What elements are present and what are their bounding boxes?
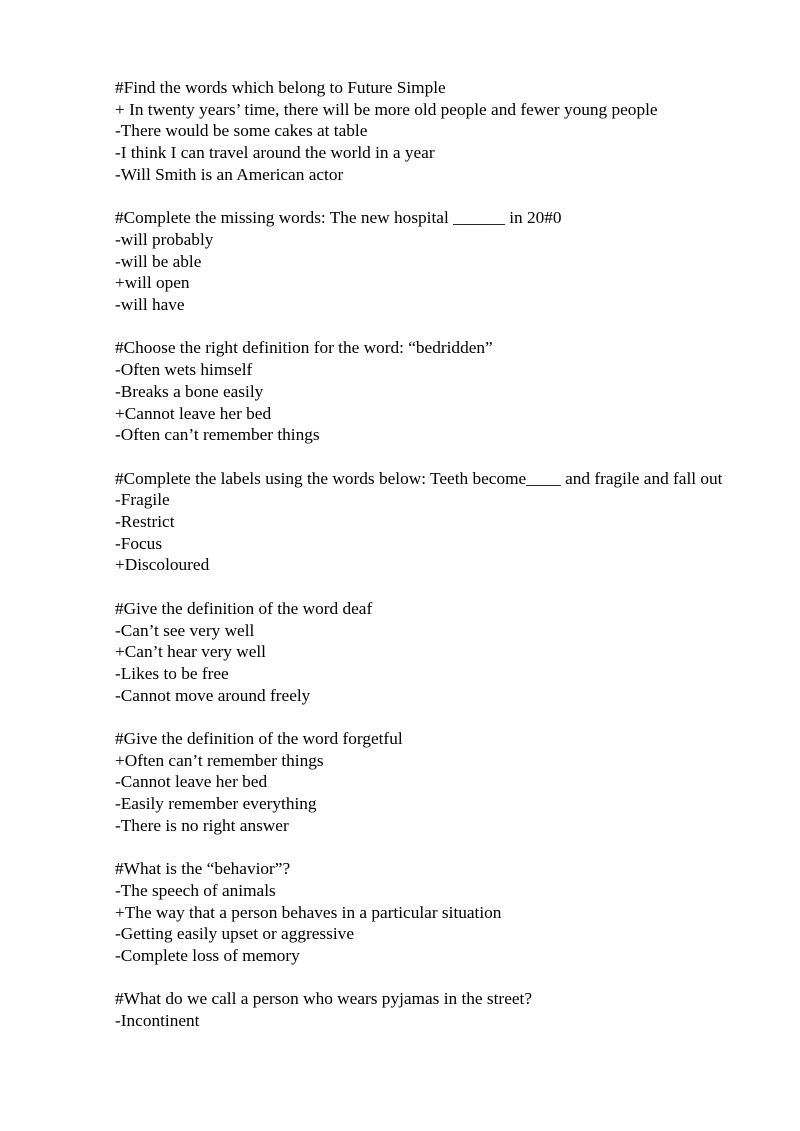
answer-option: -There would be some cakes at table — [115, 121, 368, 141]
answer-option: -will have — [115, 295, 185, 315]
answer-option: -Will Smith is an American actor — [115, 164, 344, 184]
answer-option: +will open — [115, 273, 190, 293]
answer-option: + In twenty years’ time, there will be more old people and fewer young people — [115, 99, 658, 119]
question-block — [115, 598, 730, 707]
question-text: #Give the definition of the word deaf — [115, 598, 373, 618]
answer-option: -will be able — [115, 251, 202, 271]
answer-option: -Often wets himself — [115, 360, 253, 380]
answer-option: -Cannot leave her bed — [115, 772, 268, 792]
answer-option: -Likes to be free — [115, 663, 229, 683]
answer-option: -Easily remember everything — [115, 794, 317, 814]
answer-option: -Can’t see very well — [115, 620, 255, 640]
question-block — [115, 337, 730, 446]
question-text: #Find the words which belong to Future Simple — [115, 78, 446, 97]
answer-option: +The way that a person behaves in a particular situation — [115, 902, 502, 922]
answer-option: -Focus — [115, 533, 163, 553]
question-block — [115, 858, 730, 967]
answer-option: -Often can’t remember things — [115, 425, 320, 445]
question-block — [115, 988, 730, 1031]
answer-option: -I think I can travel around the world in a year — [115, 143, 435, 163]
answer-option: -Cannot move around freely — [115, 685, 311, 705]
answer-option: +Discoloured — [115, 555, 210, 575]
question-text: #Give the definition of the word forgetful — [115, 729, 403, 749]
answer-option: -Breaks a bone easily — [115, 381, 264, 401]
question-text: #Complete the labels using the words below: Teeth become____ and fragile and fall out — [115, 468, 723, 488]
question-block — [115, 207, 730, 316]
answer-option: -Restrict — [115, 512, 175, 532]
question-text: #What is the “behavior”? — [115, 859, 291, 879]
answer-option: +Often can’t remember things — [115, 750, 324, 770]
answer-option: +Can’t hear very well — [115, 642, 266, 662]
answer-option: +Cannot leave her bed — [115, 403, 272, 423]
answer-option: -will probably — [115, 229, 214, 249]
answer-option: -Complete loss of memory — [115, 946, 300, 966]
question-text: #What do we call a person who wears pyjamas in the street? — [115, 989, 533, 1009]
question-block — [115, 77, 730, 186]
question-block — [115, 728, 730, 837]
answer-option: -There is no right answer — [115, 815, 289, 835]
question-text: #Choose the right definition for the word: “bedridden” — [115, 338, 493, 358]
answer-option: -The speech of animals — [115, 880, 276, 900]
question-block — [115, 468, 730, 577]
answer-option: -Fragile — [115, 490, 170, 510]
quiz-content — [115, 77, 730, 1032]
answer-option: -Getting easily upset or aggressive — [115, 924, 354, 944]
answer-option: -Incontinent — [115, 1011, 200, 1031]
question-text: #Complete the missing words: The new hospital ______ in 20#0 — [115, 208, 562, 228]
